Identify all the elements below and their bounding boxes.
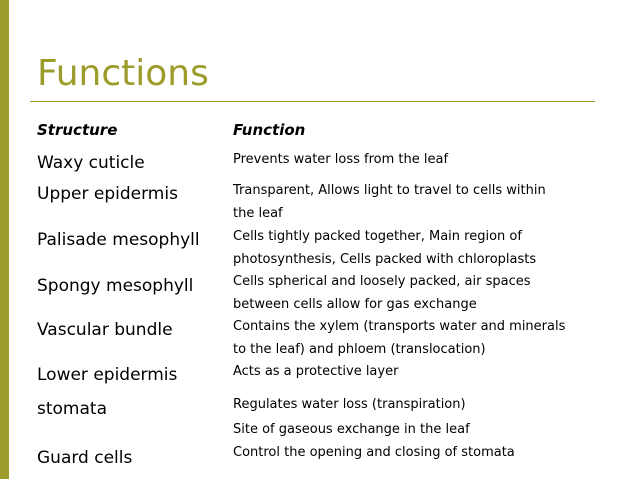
function-line: to the leaf) and phloem (translocation) [233,342,486,357]
function-column-header: Function [233,121,306,139]
accent-bar [0,0,9,479]
function-line: Regulates water loss (transpiration) [233,397,466,412]
structure-palisade-mesophyll: Palisade mesophyll [37,230,200,250]
structure-guard-cells: Guard cells [37,448,133,468]
structure-lower-epidermis: Lower epidermis [37,365,178,385]
function-line: photosynthesis, Cells packed with chloroplasts [233,252,537,267]
structure-spongy-mesophyll: Spongy mesophyll [37,276,194,296]
structure-upper-epidermis: Upper epidermis [37,184,178,204]
title-divider [30,101,595,102]
function-line: Cells spherical and loosely packed, air spaces [233,274,531,289]
function-line: Contains the xylem (transports water and minerals [233,319,566,334]
structure-stomata: stomata [37,399,107,419]
function-line: Transparent, Allows light to travel to cells within [233,183,546,198]
structure-waxy-cuticle: Waxy cuticle [37,153,145,173]
slide-title: Functions [37,53,209,94]
structure-column-header: Structure [37,121,118,139]
function-line: Cells tightly packed together, Main region of [233,229,522,244]
function-line: the leaf [233,206,283,221]
structure-vascular-bundle: Vascular bundle [37,320,173,340]
function-line: Control the opening and closing of stomata [233,445,515,460]
function-line: Prevents water loss from the leaf [233,152,449,167]
function-line: Acts as a protective layer [233,364,399,379]
function-line: between cells allow for gas exchange [233,297,477,312]
function-line: Site of gaseous exchange in the leaf [233,422,470,437]
